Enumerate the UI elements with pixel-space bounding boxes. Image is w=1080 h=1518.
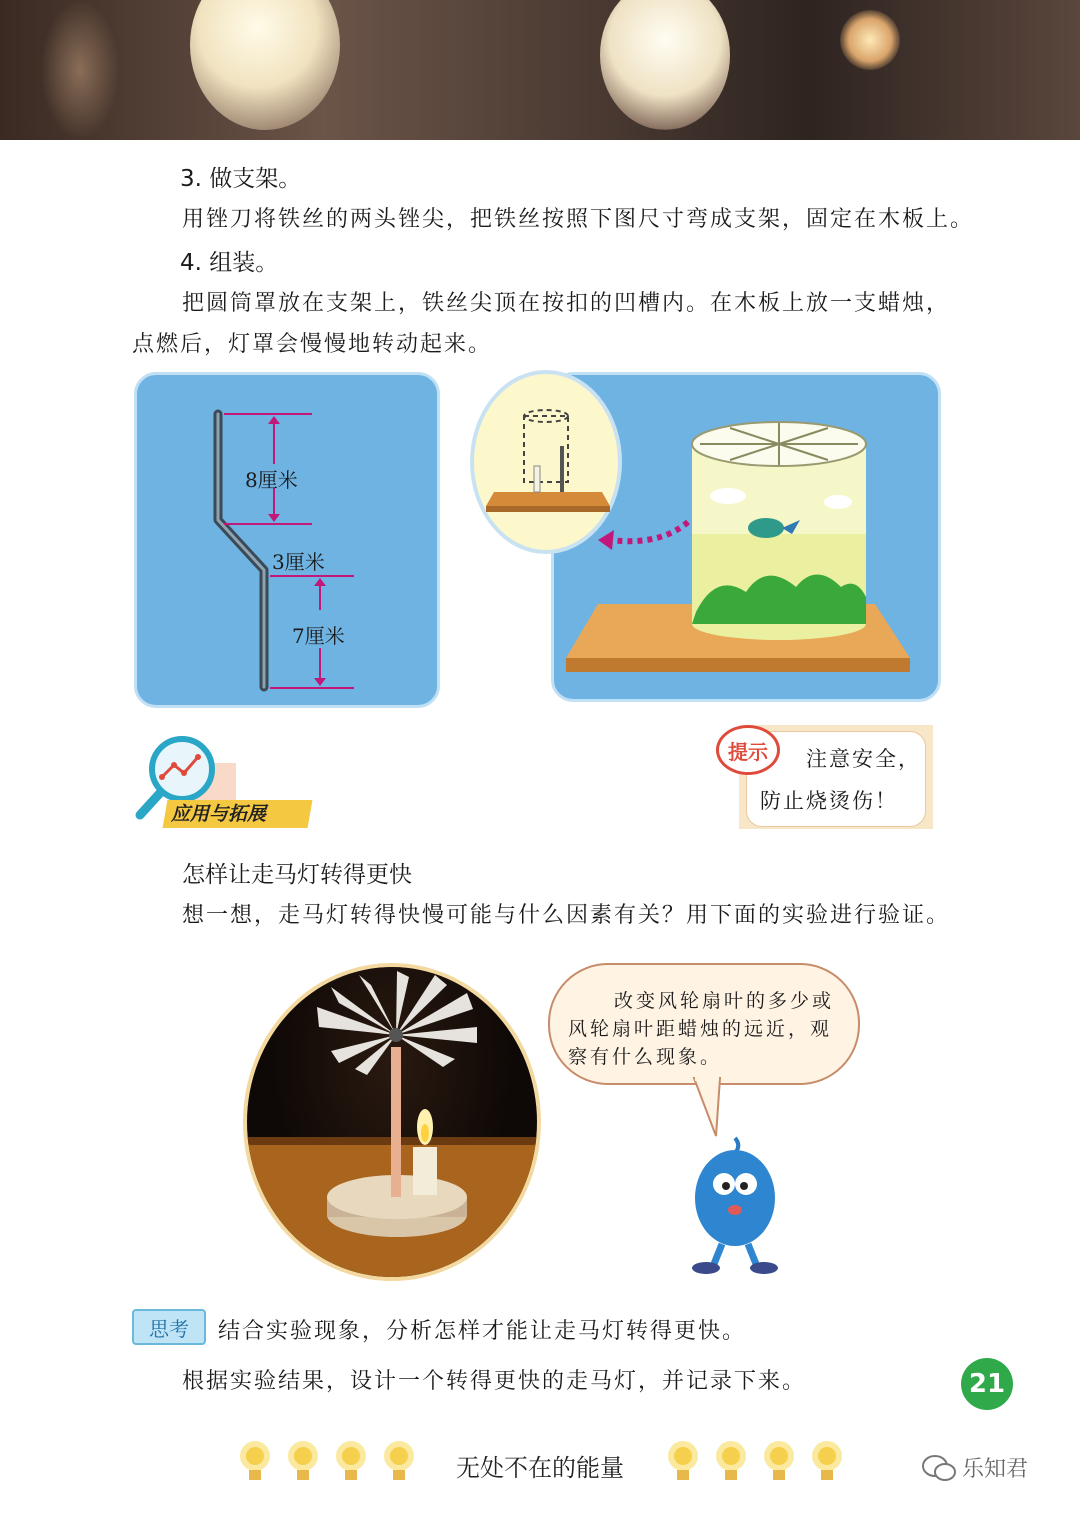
wechat-icon: [922, 1454, 956, 1482]
tip-text-line2: 防止烧烫伤！: [760, 789, 898, 813]
bracket-diagram: [134, 372, 440, 708]
step-4-text-line1: 把圆筒罩放在支架上，铁丝尖顶在按扣的凹槽内。在木板上放一支蜡烛，: [182, 291, 951, 316]
speech-bubble-tail: [690, 1076, 730, 1142]
bulb-icon: [332, 1440, 370, 1484]
experiment-photo: [243, 963, 541, 1281]
blue-mascot-character: [680, 1136, 790, 1278]
speech-text-line3: 察有什么现象。: [568, 1046, 723, 1068]
think-badge: 思考: [132, 1309, 206, 1345]
page-number-badge: 21: [961, 1358, 1013, 1410]
tip-badge: 提示: [716, 725, 780, 775]
extension-subheading: 怎样让走马灯转得更快: [182, 862, 412, 888]
speech-text-line1: 改变风轮扇叶的多少或: [614, 990, 835, 1012]
section-title: 应用与拓展: [171, 803, 267, 825]
conclusion-text: 根据实验结果，设计一个转得更快的走马灯，并记录下来。: [182, 1369, 807, 1394]
dimension-label-top: 8厘米: [245, 468, 298, 492]
step-3-heading: 3. 做支架。: [180, 166, 302, 192]
footer-unit-title: 无处不在的能量: [456, 1454, 624, 1482]
bulb-icon: [808, 1440, 846, 1484]
bulb-icon: [380, 1440, 418, 1484]
bulb-icon: [760, 1440, 798, 1484]
speech-text-line2: 风轮扇叶距蜡烛的远近，观: [568, 1018, 833, 1040]
bulb-icon: [664, 1440, 702, 1484]
dimension-label-middle: 3厘米: [272, 550, 325, 574]
step-3-text: 用锉刀将铁丝的两头锉尖，把铁丝按照下图尺寸弯成支架，固定在木板上。: [182, 207, 975, 232]
header-banner-photo: [0, 0, 1080, 140]
think-text: 结合实验现象，分析怎样才能让走马灯转得更快。: [218, 1319, 747, 1344]
section-title-banner: [163, 800, 313, 828]
watermark: [922, 1452, 1028, 1483]
bulb-icon: [236, 1440, 274, 1484]
step-4-text-line2: 点燃后，灯罩会慢慢地转动起来。: [132, 332, 493, 357]
tip-text-line1: 注意安全，: [806, 747, 921, 771]
step-4-heading: 4. 组装。: [180, 250, 279, 276]
bulb-icon: [284, 1440, 322, 1484]
dimension-label-bottom: 7厘米: [292, 624, 345, 648]
lantern-illustration: [470, 366, 946, 706]
watermark-text: 乐知君: [962, 1457, 1029, 1482]
extension-text: 想一想，走马灯转得快慢可能与什么因素有关？用下面的实验进行验证。: [182, 903, 951, 928]
bulb-icon: [712, 1440, 750, 1484]
